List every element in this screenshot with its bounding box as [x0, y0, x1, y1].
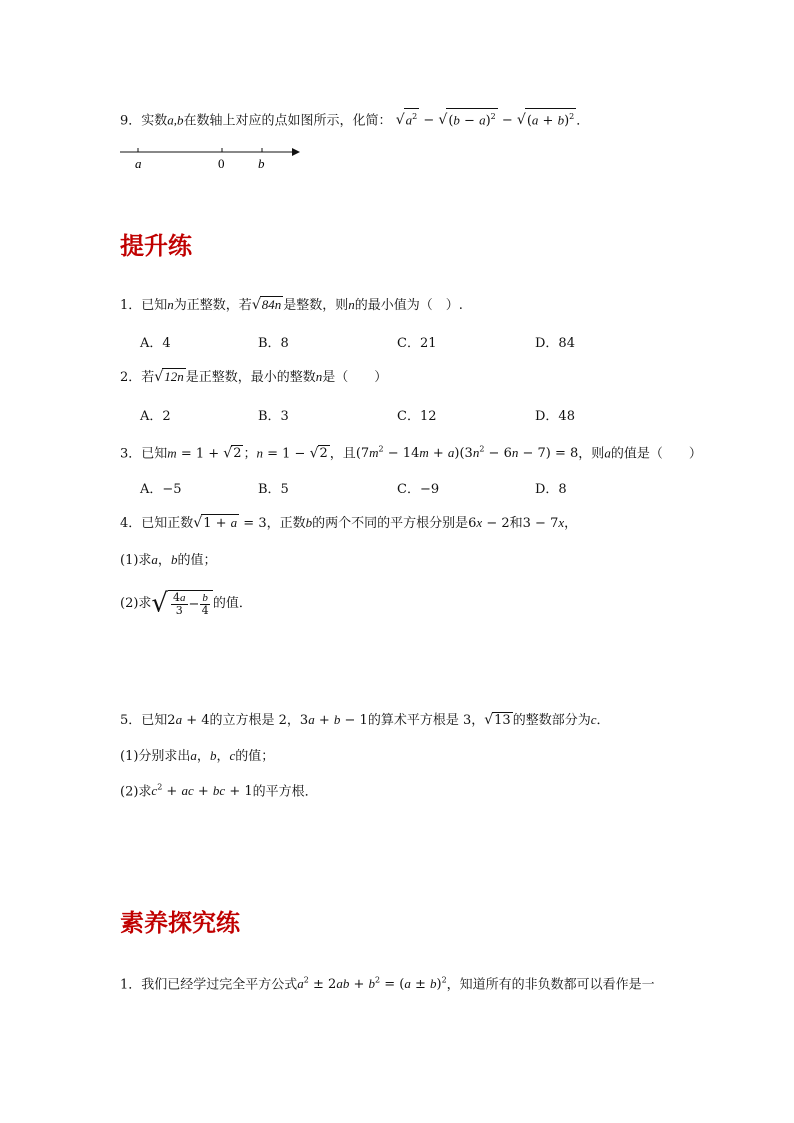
- text: ．: [576, 113, 590, 129]
- problem-4: 4．已知正数√1 + a = 3，正数b的两个不同的平方根分别是6x − 2和3 − 7x，: [120, 515, 578, 531]
- text: 我们已经学过完全平方公式: [141, 977, 298, 993]
- question-9: [120, 108, 589, 130]
- text: 的值；: [177, 553, 217, 568]
- problem-1: 1．已知n为正整数，若√84n 是整数，则n的最小值为（ ）.: [120, 297, 463, 313]
- axis-label-a: a: [135, 156, 142, 171]
- problem-4-part-1: (1)求a，b的值；: [120, 552, 217, 568]
- option-d: D．48: [535, 409, 575, 424]
- option-b: B．8: [258, 336, 289, 351]
- text: 为正整数，若: [173, 298, 252, 313]
- text: ，且: [329, 446, 356, 462]
- variables: a,b: [167, 112, 184, 128]
- text: 的值．: [212, 596, 252, 611]
- radicand: 84n: [261, 297, 282, 312]
- question-number: 3．: [120, 446, 142, 462]
- formula: $(7m^2 - 14m + a)(3n^2 - 6n - 7) = 8$: [355, 445, 579, 462]
- text: 已知: [141, 446, 168, 462]
- text: 的最小值为（ ）.: [354, 298, 463, 313]
- option-d: D．84: [535, 336, 575, 351]
- text: ；: [243, 446, 257, 462]
- option-c: C．12: [397, 409, 437, 424]
- option-a: A．4: [140, 336, 171, 351]
- problem-4-part-2: [120, 590, 252, 617]
- text: (1)求: [120, 553, 152, 568]
- section-heading-inquiry: 素养探究练: [120, 909, 240, 937]
- option-a: A．−5: [140, 482, 182, 497]
- option-b: B．5: [258, 482, 289, 497]
- text: ，知道所有的非负数都可以看作是一: [446, 977, 655, 993]
- text: ，正数: [266, 516, 306, 531]
- text: 若: [141, 370, 155, 385]
- axis-label-0: 0: [218, 156, 225, 171]
- option-d: D．8: [535, 482, 567, 497]
- text: 的立方根是 2，: [209, 713, 300, 728]
- text: ，则: [578, 446, 605, 462]
- text: 实数: [141, 113, 168, 129]
- option-a: A．2: [140, 409, 171, 424]
- problem-5-part-1: (1)分别求出a，b，c的值；: [120, 748, 275, 764]
- question-number: 1．: [120, 298, 142, 313]
- formula: 3 − 7x: [522, 515, 565, 531]
- question-number: 9．: [120, 113, 142, 129]
- question-number: 5．: [120, 713, 142, 728]
- text: 已知正数: [141, 516, 194, 531]
- text: (2)求: [120, 784, 152, 800]
- problem-5-part-2: [120, 779, 318, 801]
- text: ，: [564, 516, 578, 531]
- text: 的整数部分为: [512, 713, 591, 728]
- text: ．: [596, 713, 610, 728]
- question-number: 1．: [120, 977, 142, 993]
- formula: $√a^2 - √(b - a)^2 - √(a + b)^2$: [396, 113, 577, 128]
- text: 的算术平方根是 3，: [367, 713, 485, 728]
- radicand: 12n: [164, 369, 184, 384]
- option-c: C．21: [397, 336, 437, 351]
- question-number: 4．: [120, 516, 142, 531]
- text: 和: [509, 516, 523, 531]
- problem-3: 3．已知m = 1 + √2 ；n = 1 − √2 ，且$(7m^2 - 14m + a)(3n^2 - 6n - 7) = 8$，则a的值是（ ）: [120, 445, 702, 462]
- axis-label-b: b: [258, 156, 265, 171]
- text: 的值；: [235, 749, 275, 764]
- formula: √ $\frac{4a}{3}$ − $\frac{b}{4}$: [151, 590, 212, 617]
- formula: $a^2 \pm 2ab + b^2 = (a \pm b)^2$: [297, 976, 447, 993]
- formula: 3a + b − 1: [299, 712, 368, 728]
- text: 的两个不同的平方根分别是: [312, 516, 469, 531]
- question-number: 2．: [120, 370, 142, 385]
- option-c: C．−9: [397, 482, 440, 497]
- text: 在数轴上对应的点如图所示，化简：: [183, 113, 392, 129]
- text: 的平方根．: [252, 784, 318, 800]
- text: 已知: [141, 713, 168, 728]
- option-b: B．3: [258, 409, 289, 424]
- text: 是正整数，最小的整数: [185, 370, 316, 385]
- formula: 6x − 2: [468, 515, 510, 531]
- formula: 2a + 4: [167, 712, 210, 728]
- section-heading-practice: 提升练: [120, 232, 192, 260]
- problem-5: 5．已知2a + 4的立方根是 2，3a + b − 1的算术平方根是 3，√13 的整数部分为c．: [120, 712, 610, 728]
- formula: m: [167, 445, 177, 461]
- formula: $c^2$ + ac + bc + 1: [151, 783, 253, 800]
- text: (2)求: [120, 596, 152, 611]
- text: (1)分别求出: [120, 749, 191, 764]
- problem-2: 2．若√12n 是正整数，最小的整数n是（ ）: [120, 369, 388, 385]
- number-line: [118, 142, 308, 176]
- text: 已知: [141, 298, 168, 313]
- text: 是整数，则: [283, 298, 349, 313]
- text: 是（ ）: [322, 370, 388, 385]
- text: 的值是（ ）: [610, 446, 702, 462]
- inquiry-problem-1: [120, 972, 655, 994]
